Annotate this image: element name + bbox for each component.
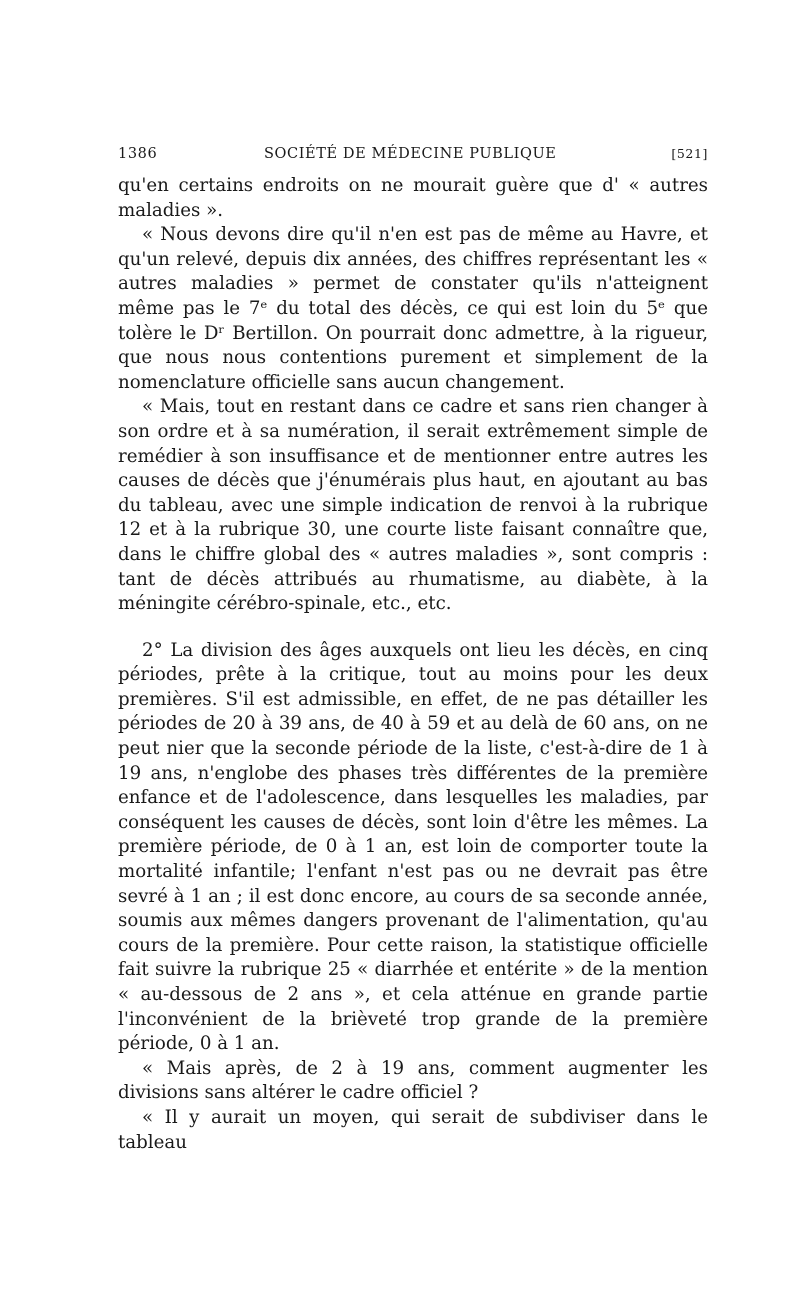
paragraph: 2° La division des âges auxquels ont lieu les décès, en cinq périodes, prête à la critique, tout au moins pour les deux premières. S'il est admissible, en effet, de ne pas détailler les périodes de 20 à 39 ans, de 40 à 59 et au delà de 60 ans, on ne peut nier que la seconde période de la liste, c'est-à-dire de 1 à 19 ans, n'englobe des phases très différentes de la première enfance et de l'adolescence, dans lesquelles les maladies, par conséquent les causes de décès, sont loin d'être les mêmes. La première période, de 0 à 1 an, est loin de comporter toute la mortalité infantile; l'enfant n'est pas ou ne devrait pas être sevré à 1 an ; il est donc encore, au cours de sa seconde année, soumis aux mêmes dangers provenant de l'alimentation, qu'au cours de la première. Pour cette raison, la statistique officielle fait suivre la rubrique 25 « diarrhée et entérite » de la mention « au-dessous de 2 ans », et cela atténue en grande partie l'inconvénient de la brièveté trop grande de la première période, 0 à 1 an.: [118, 639, 708, 1055]
running-head: [118, 146, 708, 174]
paragraph: qu'en certains endroits on ne mourait guère que d' « autres maladies ».: [118, 175, 708, 221]
body-text: [118, 174, 708, 1155]
paragraph: « Il y aurait un moyen, qui serait de subdiviser dans le tableau: [118, 1106, 708, 1153]
sheet-number: [521]: [671, 146, 708, 161]
paragraph: « Nous devons dire qu'il n'en est pas de même au Havre, et qu'un relevé, depuis dix années, des chiffres représentant les « autres maladies » permet de constater qu'ils n'atteignent même pas le 7ᵉ du total des décès, ce qui est loin du 5ᵉ que tolère le Dʳ Bertillon. On pourrait donc admettre, à la rigueur, que nous nous contentions purement et simplement de la nomenclature officielle sans aucun changement.: [118, 224, 708, 393]
paragraph: « Mais après, de 2 à 19 ans, comment augmenter les divisions sans altérer le cadre officiel ?: [118, 1057, 708, 1104]
journal-title: SOCIÉTÉ DE MÉDECINE PUBLIQUE: [264, 146, 557, 162]
paragraph: « Mais, tout en restant dans ce cadre et sans rien changer à son ordre et à sa numération, il serait extrêmement simple de remédier à son insuffisance et de mentionner entre autres les causes de décès que j'énumérais plus haut, en ajoutant au bas du tableau, avec une simple indication de renvoi à la rubrique 12 et à la rubrique 30, une courte liste faisant connaître que, dans le chiffre global des « autres maladies », sont compris : tant de décès attribués au rhumatisme, au diabète, à la méningite cérébro-spinale, etc., etc.: [118, 396, 708, 615]
page-number: 1386: [118, 146, 158, 162]
book-page: [118, 146, 708, 1155]
